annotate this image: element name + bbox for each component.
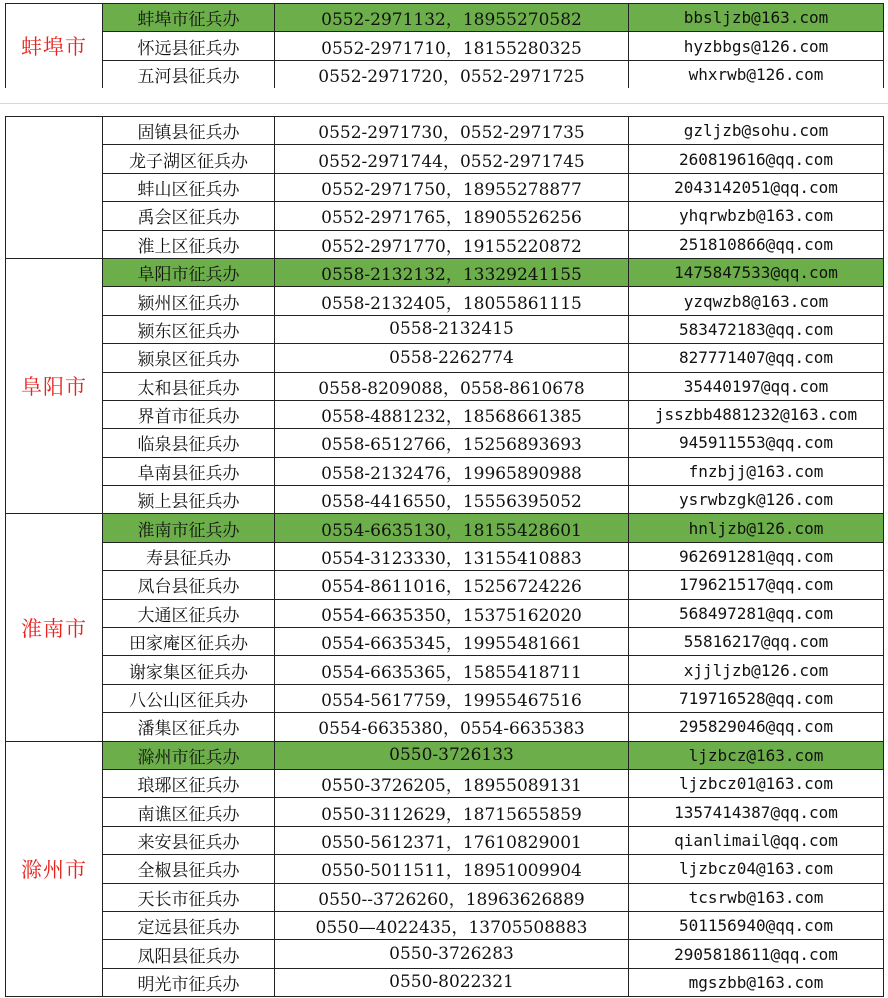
office-cell: 田家庵区征兵办 bbox=[103, 628, 275, 656]
office-cell: 临泉县征兵办 bbox=[103, 429, 275, 457]
table-row bbox=[6, 258, 884, 286]
office-cell: 明光市征兵办 bbox=[103, 968, 275, 996]
phone-cell: 0558-2132476，19965890988 bbox=[275, 457, 629, 485]
phone-cell: 0554-6635380，0554-6635383 bbox=[275, 713, 629, 741]
email-cell: 1357414387@qq.com bbox=[629, 798, 884, 826]
email-cell: 295829046@qq.com bbox=[629, 713, 884, 741]
email-cell: ljzbcz@163.com bbox=[629, 741, 884, 769]
table-row bbox=[6, 32, 884, 60]
table-row bbox=[6, 145, 884, 173]
email-cell: 583472183@qq.com bbox=[629, 315, 884, 343]
phone-cell: 0554-6635130，18155428601 bbox=[275, 514, 629, 542]
table-row bbox=[6, 599, 884, 627]
office-cell: 谢家集区征兵办 bbox=[103, 656, 275, 684]
phone-cell: 0552-2971765，18905526256 bbox=[275, 202, 629, 230]
email-cell: ljzbcz04@163.com bbox=[629, 855, 884, 883]
phone-cell: 0550-5612371，17610829001 bbox=[275, 826, 629, 854]
office-cell: 凤阳县征兵办 bbox=[103, 940, 275, 968]
table-row bbox=[6, 968, 884, 996]
table-row bbox=[6, 173, 884, 201]
phone-cell: 0552-2971770，19155220872 bbox=[275, 230, 629, 258]
phone-cell: 0550-3726205，18955089131 bbox=[275, 769, 629, 797]
office-cell: 阜阳市征兵办 bbox=[103, 258, 275, 286]
page-break-line bbox=[0, 103, 888, 104]
office-cell: 蚌埠市征兵办 bbox=[103, 4, 275, 32]
phone-cell: 0558-2132405，18055861115 bbox=[275, 287, 629, 315]
table-row bbox=[6, 741, 884, 769]
table-row bbox=[6, 230, 884, 258]
phone-cell: 0550-3726283 bbox=[275, 940, 629, 968]
office-cell: 淮南市征兵办 bbox=[103, 514, 275, 542]
email-cell: 55816217@qq.com bbox=[629, 628, 884, 656]
office-cell: 怀远县征兵办 bbox=[103, 32, 275, 60]
phone-cell: 0558-4416550，15556395052 bbox=[275, 486, 629, 514]
email-cell: 719716528@qq.com bbox=[629, 684, 884, 712]
email-cell: 945911553@qq.com bbox=[629, 429, 884, 457]
phone-cell: 0558-6512766，15256893693 bbox=[275, 429, 629, 457]
city-cell: 蚌埠市 bbox=[6, 4, 103, 89]
table-row bbox=[6, 400, 884, 428]
office-cell: 凤台县征兵办 bbox=[103, 571, 275, 599]
office-cell: 颍泉区征兵办 bbox=[103, 344, 275, 372]
phone-cell: 0552-2971132，18955270582 bbox=[275, 4, 629, 32]
email-cell: 35440197@qq.com bbox=[629, 372, 884, 400]
phone-cell: 0552-2971720，0552-2971725 bbox=[275, 60, 629, 88]
email-cell: 1475847533@qq.com bbox=[629, 258, 884, 286]
email-cell: qianlimail@qq.com bbox=[629, 826, 884, 854]
email-cell: hnljzb@126.com bbox=[629, 514, 884, 542]
office-cell: 阜南县征兵办 bbox=[103, 457, 275, 485]
page-break bbox=[0, 88, 888, 116]
email-cell: ysrwbzgk@126.com bbox=[629, 486, 884, 514]
office-cell: 定远县征兵办 bbox=[103, 911, 275, 939]
phone-cell: 0550-8022321 bbox=[275, 968, 629, 996]
email-cell: 2905818611@qq.com bbox=[629, 940, 884, 968]
email-cell: jsszbb4881232@163.com bbox=[629, 400, 884, 428]
table-row bbox=[6, 911, 884, 939]
table-row bbox=[6, 769, 884, 797]
email-cell: yhqrwbzb@163.com bbox=[629, 202, 884, 230]
city-cell bbox=[6, 117, 103, 259]
table-row bbox=[6, 60, 884, 88]
contact-table-top bbox=[5, 3, 884, 89]
contact-table-main bbox=[5, 116, 884, 997]
table-row bbox=[6, 287, 884, 315]
table-row bbox=[6, 4, 884, 32]
phone-cell: 0558-2262774 bbox=[275, 344, 629, 372]
office-cell: 太和县征兵办 bbox=[103, 372, 275, 400]
table-row bbox=[6, 713, 884, 741]
phone-cell: 0550-3112629，18715655859 bbox=[275, 798, 629, 826]
office-cell: 天长市征兵办 bbox=[103, 883, 275, 911]
table-row bbox=[6, 429, 884, 457]
office-cell: 南谯区征兵办 bbox=[103, 798, 275, 826]
table-row bbox=[6, 656, 884, 684]
table-row bbox=[6, 855, 884, 883]
email-cell: 251810866@qq.com bbox=[629, 230, 884, 258]
table-row bbox=[6, 117, 884, 145]
email-cell: fnzbjj@163.com bbox=[629, 457, 884, 485]
email-cell: 260819616@qq.com bbox=[629, 145, 884, 173]
email-cell: 827771407@qq.com bbox=[629, 344, 884, 372]
table-row bbox=[6, 344, 884, 372]
phone-cell: 0558-2132132，13329241155 bbox=[275, 258, 629, 286]
table-row bbox=[6, 684, 884, 712]
table-row bbox=[6, 486, 884, 514]
phone-cell: 0552-2971750，18955278877 bbox=[275, 173, 629, 201]
table-row bbox=[6, 372, 884, 400]
phone-cell: 0558-4881232，18568661385 bbox=[275, 400, 629, 428]
email-cell: 2043142051@qq.com bbox=[629, 173, 884, 201]
phone-cell: 0554-3123330，13155410883 bbox=[275, 542, 629, 570]
email-cell: 962691281@qq.com bbox=[629, 542, 884, 570]
phone-cell: 0554-6635365，15855418711 bbox=[275, 656, 629, 684]
office-cell: 界首市征兵办 bbox=[103, 400, 275, 428]
table-row bbox=[6, 571, 884, 599]
email-cell: mgszbb@163.com bbox=[629, 968, 884, 996]
phone-cell: 0550-5011511，18951009904 bbox=[275, 855, 629, 883]
email-cell: yzqwzb8@163.com bbox=[629, 287, 884, 315]
email-cell: 179621517@qq.com bbox=[629, 571, 884, 599]
table-body bbox=[6, 4, 884, 89]
table-row bbox=[6, 826, 884, 854]
phone-cell: 0552-2971710，18155280325 bbox=[275, 32, 629, 60]
email-cell: 501156940@qq.com bbox=[629, 911, 884, 939]
office-cell: 固镇县征兵办 bbox=[103, 117, 275, 145]
table-body bbox=[6, 117, 884, 997]
office-cell: 八公山区征兵办 bbox=[103, 684, 275, 712]
phone-cell: 0558-2132415 bbox=[275, 315, 629, 343]
city-cell: 淮南市 bbox=[6, 514, 103, 741]
table-row bbox=[6, 883, 884, 911]
office-cell: 禹会区征兵办 bbox=[103, 202, 275, 230]
office-cell: 潘集区征兵办 bbox=[103, 713, 275, 741]
office-cell: 五河县征兵办 bbox=[103, 60, 275, 88]
office-cell: 来安县征兵办 bbox=[103, 826, 275, 854]
office-cell: 淮上区征兵办 bbox=[103, 230, 275, 258]
table-row bbox=[6, 457, 884, 485]
phone-cell: 0550-3726133 bbox=[275, 741, 629, 769]
email-cell: xjjljzb@126.com bbox=[629, 656, 884, 684]
office-cell: 大通区征兵办 bbox=[103, 599, 275, 627]
email-cell: ljzbcz01@163.com bbox=[629, 769, 884, 797]
email-cell: gzljzb@sohu.com bbox=[629, 117, 884, 145]
phone-cell: 0554-6635345，19955481661 bbox=[275, 628, 629, 656]
office-cell: 滁州市征兵办 bbox=[103, 741, 275, 769]
office-cell: 蚌山区征兵办 bbox=[103, 173, 275, 201]
table-row bbox=[6, 514, 884, 542]
office-cell: 颍州区征兵办 bbox=[103, 287, 275, 315]
office-cell: 颍东区征兵办 bbox=[103, 315, 275, 343]
table-row bbox=[6, 940, 884, 968]
table-row bbox=[6, 202, 884, 230]
office-cell: 琅琊区征兵办 bbox=[103, 769, 275, 797]
table-row bbox=[6, 628, 884, 656]
phone-cell: 0554-6635350，15375162020 bbox=[275, 599, 629, 627]
email-cell: 568497281@qq.com bbox=[629, 599, 884, 627]
phone-cell: 0552-2971730，0552-2971735 bbox=[275, 117, 629, 145]
phone-cell: 0550—4022435，13705508883 bbox=[275, 911, 629, 939]
table-row bbox=[6, 315, 884, 343]
city-cell: 滁州市 bbox=[6, 741, 103, 997]
office-cell: 寿县征兵办 bbox=[103, 542, 275, 570]
table-row bbox=[6, 542, 884, 570]
email-cell: tcsrwb@163.com bbox=[629, 883, 884, 911]
phone-cell: 0550--3726260，18963626889 bbox=[275, 883, 629, 911]
table-row bbox=[6, 798, 884, 826]
phone-cell: 0552-2971744，0552-2971745 bbox=[275, 145, 629, 173]
city-cell: 阜阳市 bbox=[6, 258, 103, 514]
email-cell: whxrwb@126.com bbox=[629, 60, 884, 88]
office-cell: 颍上县征兵办 bbox=[103, 486, 275, 514]
office-cell: 全椒县征兵办 bbox=[103, 855, 275, 883]
phone-cell: 0554-8611016，15256724226 bbox=[275, 571, 629, 599]
office-cell: 龙子湖区征兵办 bbox=[103, 145, 275, 173]
phone-cell: 0554-5617759，19955467516 bbox=[275, 684, 629, 712]
email-cell: bbsljzb@163.com bbox=[629, 4, 884, 32]
email-cell: hyzbbgs@126.com bbox=[629, 32, 884, 60]
phone-cell: 0558-8209088，0558-8610678 bbox=[275, 372, 629, 400]
